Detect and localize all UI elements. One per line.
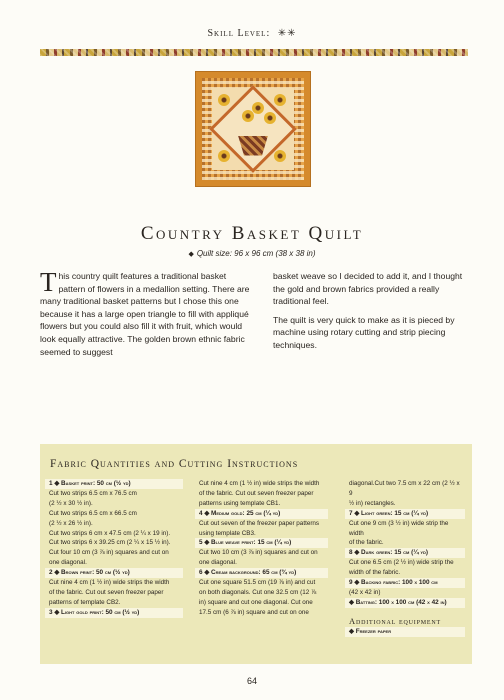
skill-label: Skill Level: (207, 28, 271, 39)
fabric-column-1 (45, 479, 183, 618)
fabric-line: of the fabric. Cut out seven freezer paper (199, 489, 314, 497)
intro-right-column (273, 270, 473, 358)
fabric-line: (42 x 42 in) (349, 588, 381, 596)
skill-stars: ✳✳ (277, 28, 297, 39)
fabric-line: Cut two strips 6.5 cm x 66.5 cm (49, 509, 137, 517)
fabric-line: ½ in) rectangles. (349, 499, 396, 507)
quilt-center (212, 88, 294, 170)
fabric-line: patterns of template CB2. (49, 598, 121, 606)
fabric-heading: 9 ◆ Backing fabric: 100 x 100 cm (345, 578, 465, 588)
flower-shape (242, 110, 254, 122)
fabric-heading: 2 ◆ Brown print: 50 cm (½ yd) (45, 568, 183, 578)
additional-equipment-item: ◆ Freezer paper (345, 627, 465, 637)
fabric-line: Cut nine 4 cm (1 ½ in) wide strips the width (49, 579, 170, 587)
fabric-line: one diagonal. (49, 559, 87, 567)
flower-shape (274, 94, 286, 106)
fabric-line: of the fabric. (349, 539, 384, 547)
fabric-heading: 7 ◆ Light green: 15 cm (¼ yd) (345, 509, 465, 519)
quilt-size (0, 249, 504, 258)
page-title: Country Basket Quilt (140, 223, 364, 244)
diamond-bullet-icon: ◆ (188, 251, 194, 258)
fabric-line: of the fabric. Cut out seven freezer paper (49, 588, 164, 596)
fabric-heading: 1 ◆ Basket print: 50 cm (½ yd) (45, 479, 183, 489)
fabric-heading: 3 ◆ Light gold print: 50 cm (½ yd) (45, 608, 183, 618)
quilt-photo (196, 72, 310, 186)
decorative-fabric-band (40, 49, 468, 56)
flower-shape (252, 102, 264, 114)
fabric-line: Cut four 10 cm (3 ⅞ in) squares and cut on (49, 549, 169, 557)
fabric-line: 17.5 cm (6 ⅞ in) square and cut on one (199, 608, 309, 616)
fabric-heading: 8 ◆ Dark green: 15 cm (¼ yd) (345, 548, 465, 558)
intro-left-column (40, 267, 250, 364)
fabric-panel-title: Fabric Quantities and Cutting Instructions (50, 458, 299, 470)
fabric-line: Cut two 10 cm (3 ⅞ in) squares and cut on (199, 549, 318, 557)
fabric-line: Cut nine 4 cm (1 ½ in) wide strips the width (199, 480, 320, 487)
fabric-column-3 (345, 479, 465, 637)
quilt-size-text: Quilt size: 96 x 96 cm (38 x 38 in) (196, 249, 316, 258)
intro-paragraph: his country quilt features a traditional basket pattern of flowers in a medallion setting. There are many traditional basket patterns but I chose this one because it has a large open triangle to fill with appliqué flowers but you could also fill it with fruit, which would look equally attractive. The golden brown ethnic fabric seemed to suggest (40, 271, 250, 357)
fabric-heading: ◆ Batting: 100 x 100 cm (42 x 42 in) (345, 598, 465, 608)
fabric-line: (2 ½ x 30 ½ in). (49, 499, 93, 507)
flower-shape (218, 150, 230, 162)
fabric-line: using template CB3. (199, 529, 256, 537)
fabric-line: Cut two strips 6 cm x 47.5 cm (2 ¼ x 19 in). (49, 529, 171, 537)
fabric-line: on both diagonals. Cut one 32.5 cm (12 ⅞ (199, 588, 317, 596)
flower-shape (218, 94, 230, 106)
fabric-line: patterns using template CB1. (199, 499, 281, 507)
fabric-heading: 5 ◆ Blue weave print: 15 cm (¼ yd) (195, 538, 328, 548)
flower-shape (274, 150, 286, 162)
additional-equipment-title: Additional equipment (349, 615, 441, 626)
page-number: 64 (246, 676, 257, 686)
fabric-line: Cut two strips 6 x 39.25 cm (2 ¼ x 15 ½ in). (49, 539, 171, 547)
fabric-line: width of the fabric. (349, 569, 401, 577)
fabric-line: in) square and cut one diagonal. Cut one (199, 598, 313, 606)
intro-paragraph: basket weave so I decided to add it, and I thought the gold and brown fabrics provided a really traditional feel. (273, 271, 463, 307)
intro-paragraph: The quilt is very quick to make as it is pieced by machine using rotary cutting and strip piecing techniques. (273, 314, 455, 350)
fabric-heading: 4 ◆ Medium gold: 25 cm (¼ yd) (195, 509, 328, 519)
skill-level (0, 28, 504, 39)
fabric-column-2 (195, 479, 328, 618)
fabric-line: (2 ½ x 26 ½ in). (49, 519, 93, 527)
fabric-line: Cut one 6.5 cm (2 ½ in) wide strip the (349, 559, 454, 567)
fabric-line: Cut out seven of the freezer paper patterns (199, 519, 320, 527)
fabric-line: diagonal.Cut two 7.5 cm x 22 cm (2 ½ x 9 (349, 480, 460, 497)
fabric-line: one diagonal. (199, 559, 237, 567)
fabric-heading: 6 ◆ Cream background: 65 cm (¾ yd) (195, 568, 328, 578)
flower-shape (264, 112, 276, 124)
fabric-line: Cut one 9 cm (3 ½ in) wide strip the width (349, 519, 449, 537)
drop-cap: T (40, 267, 57, 297)
fabric-line: Cut two strips 6.5 cm x 76.5 cm (49, 489, 137, 497)
fabric-line: Cut one square 51.5 cm (19 ⅞ in) and cut (199, 579, 316, 587)
